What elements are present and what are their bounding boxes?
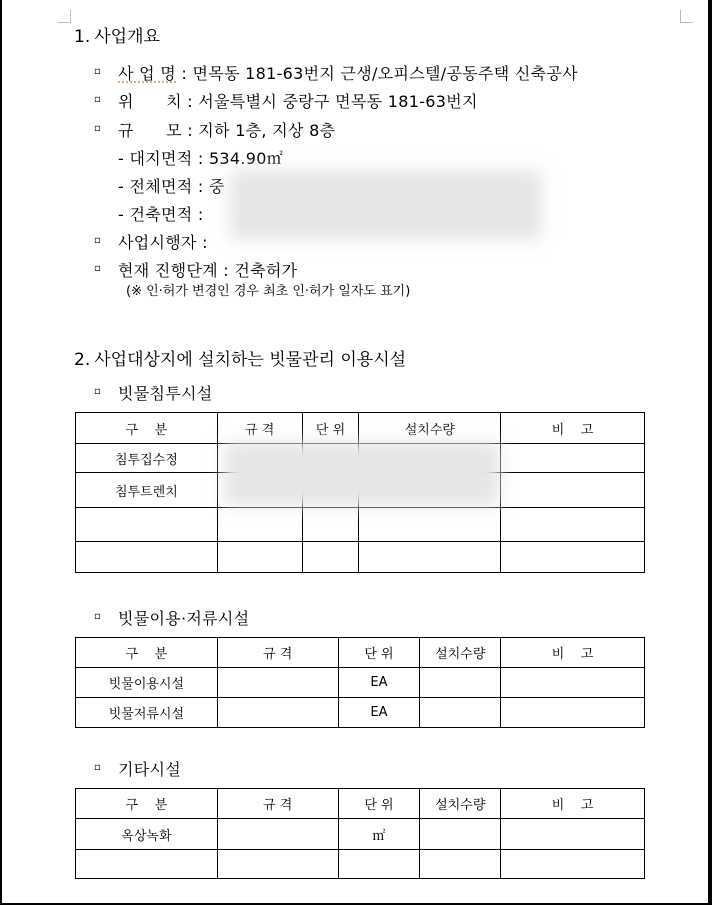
section-1-heading: 1. 사업개요 [74, 27, 160, 47]
table-cell: 침투트렌치 [76, 473, 218, 508]
other-facilities-table [75, 788, 645, 879]
table-cell [76, 508, 218, 542]
table-cell [420, 668, 501, 698]
header-cell: 설치수량 [420, 638, 501, 668]
project-name-line: 사 업 명 : 면목동 181-63번지 근생/오피스텔/공동주택 신축공사 [118, 64, 578, 83]
header-cell: 비 고 [501, 638, 645, 668]
table-header-row [76, 789, 645, 819]
total-area-line: - 전체면적 : 중 [118, 177, 225, 196]
section-2-heading: 2. 사업대상지에 설치하는 빗물관리 이용시설 [74, 350, 407, 370]
table-cell [501, 668, 645, 698]
table-cell [338, 850, 420, 879]
bullet-icon: ▫ [94, 263, 101, 274]
table-cell [359, 542, 501, 573]
table-cell [420, 819, 501, 850]
header-cell: 구 분 [76, 789, 218, 819]
storage-table [75, 637, 645, 728]
bullet-icon: ▫ [94, 386, 101, 397]
building-area-line: - 건축면적 : [118, 205, 204, 224]
table-row [76, 850, 645, 879]
table-cell [217, 850, 338, 879]
table-row [76, 542, 645, 573]
table-cell: 옥상녹화 [76, 819, 218, 850]
table-cell [302, 508, 359, 542]
table-cell: EA [338, 668, 420, 698]
table-cell [302, 542, 359, 573]
table-cell [76, 542, 218, 573]
header-cell: 구 분 [76, 413, 218, 444]
redacted-area [224, 442, 500, 506]
table-cell [501, 473, 645, 508]
table-cell [420, 698, 501, 728]
table-cell: ㎡ [338, 819, 420, 850]
bullet-icon: ▫ [94, 94, 101, 105]
header-cell: 설치수량 [420, 789, 501, 819]
location-line: 위 치 : 서울특별시 중랑구 면목동 181-63번지 [118, 92, 478, 111]
page-corner-mark [680, 10, 693, 23]
page-corner-mark [58, 10, 71, 23]
operator-line: 사업시행자 : [118, 233, 208, 252]
header-cell: 설치수량 [359, 413, 501, 444]
header-cell: 비 고 [501, 789, 645, 819]
site-area-line: - 대지면적 : 534.90㎡ [118, 149, 284, 168]
redacted-area [230, 170, 542, 240]
table-header-row [76, 638, 645, 668]
header-cell: 단 위 [302, 413, 359, 444]
bullet-icon: ▫ [94, 762, 101, 773]
table-cell [217, 698, 338, 728]
table-cell [501, 819, 645, 850]
bullet-icon: ▫ [94, 611, 101, 622]
table-cell [359, 508, 501, 542]
table-cell: 침투집수정 [76, 444, 218, 473]
table-header-row [76, 413, 645, 444]
header-cell: 규 격 [217, 413, 302, 444]
table-cell [501, 698, 645, 728]
bullet-icon: ▫ [94, 123, 101, 134]
table-cell [217, 542, 302, 573]
table-cell: 빗물저류시설 [76, 698, 218, 728]
table-cell [501, 444, 645, 473]
table-cell [76, 850, 218, 879]
document-page [2, 0, 708, 903]
table-row [76, 668, 645, 698]
table-cell [501, 850, 645, 879]
table-cell [501, 508, 645, 542]
header-cell: 구 분 [76, 638, 218, 668]
header-cell: 단 위 [338, 638, 420, 668]
table-row [76, 508, 645, 542]
table-row [76, 819, 645, 850]
scale-line: 규 모 : 지하 1층, 지상 8층 [118, 121, 336, 140]
table-cell: EA [338, 698, 420, 728]
table-row [76, 698, 645, 728]
table-cell [217, 508, 302, 542]
table-cell [501, 542, 645, 573]
bullet-icon: ▫ [94, 235, 101, 246]
bullet-icon: ▫ [94, 66, 101, 77]
permit-note: (※ 인·허가 변경인 경우 최초 인·허가 일자도 표기) [126, 284, 411, 299]
other-title: 기타시설 [118, 760, 182, 779]
stage-line: 현재 진행단계 : 건축허가 [118, 261, 298, 280]
table-cell [420, 850, 501, 879]
header-cell: 규 격 [217, 789, 338, 819]
storage-title: 빗물이용·저류시설 [118, 609, 250, 628]
header-cell: 규 격 [217, 638, 338, 668]
table-cell: 빗물이용시설 [76, 668, 218, 698]
table-cell [217, 819, 338, 850]
infiltration-title: 빗물침투시설 [118, 384, 213, 403]
header-cell: 비 고 [501, 413, 645, 444]
table-cell [217, 668, 338, 698]
header-cell: 단 위 [338, 789, 420, 819]
